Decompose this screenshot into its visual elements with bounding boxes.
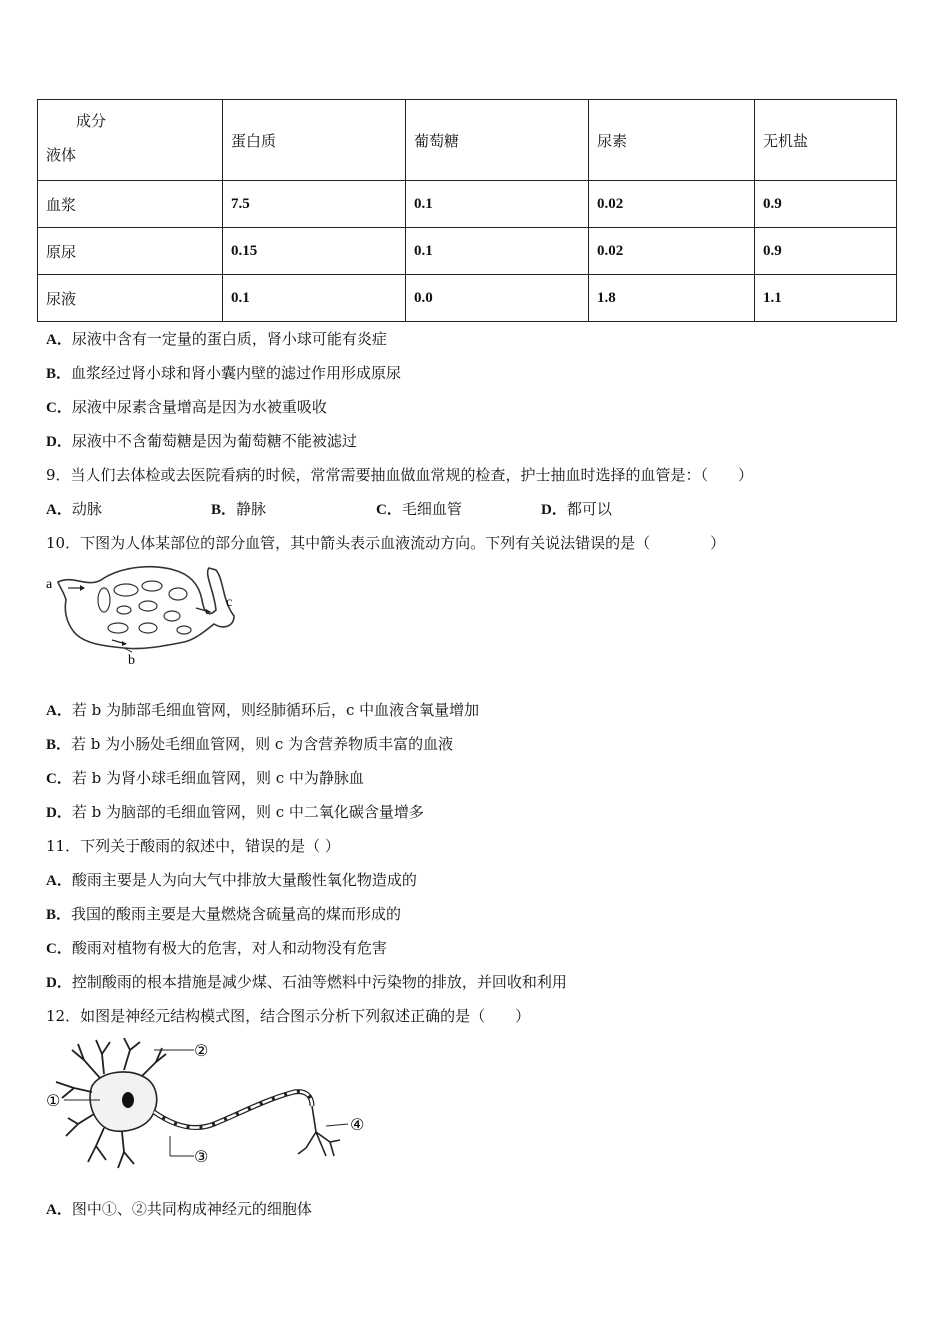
corner-label-liquid: 液体 <box>46 146 77 164</box>
q11-option-c: C．酸雨对植物有极大的危害，对人和动物没有危害 <box>46 939 387 957</box>
q11-stem: 11．下列关于酸雨的叙述中，错误的是（ ） <box>46 837 340 855</box>
figure-label-a: a <box>46 577 53 592</box>
q8-option-b: B．血浆经过肾小球和肾小囊内壁的滤过作用形成原尿 <box>46 364 402 382</box>
header-urea: 尿素 <box>589 100 755 181</box>
q9-option-d: D．都可以 <box>541 500 612 518</box>
cell: 0.1 <box>406 181 589 228</box>
cell: 1.8 <box>589 275 755 322</box>
table-row <box>38 228 897 275</box>
q10-stem: 10．下图为人体某部位的部分血管，其中箭头表示血液流动方向。下列有关说法错误的是（ ） <box>46 534 726 552</box>
cell: 0.9 <box>755 228 897 275</box>
q9-option-a: A．动脉 <box>46 500 102 518</box>
q10-option-a: A．若 b 为肺部毛细血管网，则经肺循环后，c 中血液含氧量增加 <box>46 701 480 719</box>
corner-label-component: 成分 <box>76 112 107 130</box>
q11-option-b: B．我国的酸雨主要是大量燃烧含硫量高的煤而形成的 <box>46 905 402 923</box>
q11-option-a: A．酸雨主要是人为向大气中排放大量酸性氧化物造成的 <box>46 871 417 889</box>
neuron-figure <box>44 1036 374 1176</box>
header-salt: 无机盐 <box>755 100 897 181</box>
q12-option-a: A．图中①、②共同构成神经元的细胞体 <box>46 1200 312 1218</box>
cell: 7.5 <box>223 181 406 228</box>
cell: 1.1 <box>755 275 897 322</box>
cell: 0.02 <box>589 228 755 275</box>
figure-label-c: c <box>226 595 233 610</box>
row-label: 原尿 <box>38 228 223 275</box>
blood-vessel-figure <box>44 560 244 670</box>
cell: 0.15 <box>223 228 406 275</box>
cell: 0.0 <box>406 275 589 322</box>
cell: 0.9 <box>755 181 897 228</box>
table-row <box>38 181 897 228</box>
q9-options <box>46 498 706 519</box>
cell: 0.02 <box>589 181 755 228</box>
table-row <box>38 275 897 322</box>
q12-stem: 12．如图是神经元结构模式图，结合图示分析下列叙述正确的是（ ） <box>46 1007 531 1025</box>
neuron-label-3: ③ <box>194 1147 209 1166</box>
q8-option-d: D．尿液中不含葡萄糖是因为葡萄糖不能被滤过 <box>46 432 357 450</box>
q8-option-a: A．尿液中含有一定量的蛋白质，肾小球可能有炎症 <box>46 330 387 348</box>
row-label: 尿液 <box>38 275 223 322</box>
q9-option-b: B．静脉 <box>211 500 267 518</box>
q9-option-c: C．毛细血管 <box>376 500 462 518</box>
q8-option-c: C．尿液中尿素含量增高是因为水被重吸收 <box>46 398 327 416</box>
cell: 0.1 <box>406 228 589 275</box>
table-corner-cell <box>38 100 223 181</box>
header-protein: 蛋白质 <box>223 100 406 181</box>
neuron-label-2: ② <box>194 1041 209 1060</box>
row-label: 血浆 <box>38 181 223 228</box>
composition-table <box>37 99 897 322</box>
q10-option-c: C．若 b 为肾小球毛细血管网，则 c 中为静脉血 <box>46 769 364 787</box>
header-glucose: 葡萄糖 <box>406 100 589 181</box>
q10-option-d: D．若 b 为脑部的毛细血管网，则 c 中二氧化碳含量增多 <box>46 803 424 821</box>
neuron-label-4: ④ <box>350 1115 365 1134</box>
q11-option-d: D．控制酸雨的根本措施是减少煤、石油等燃料中污染物的排放，并回收和利用 <box>46 973 567 991</box>
neuron-label-1: ① <box>46 1091 61 1110</box>
q9-stem: 9．当人们去体检或去医院看病的时候，常常需要抽血做血常规的检查，护士抽血时选择的血管是：（ ） <box>46 466 754 484</box>
figure-label-b: b <box>128 653 135 668</box>
cell: 0.1 <box>223 275 406 322</box>
q10-option-b: B．若 b 为小肠处毛细血管网，则 c 为含营养物质丰富的血液 <box>46 735 454 753</box>
